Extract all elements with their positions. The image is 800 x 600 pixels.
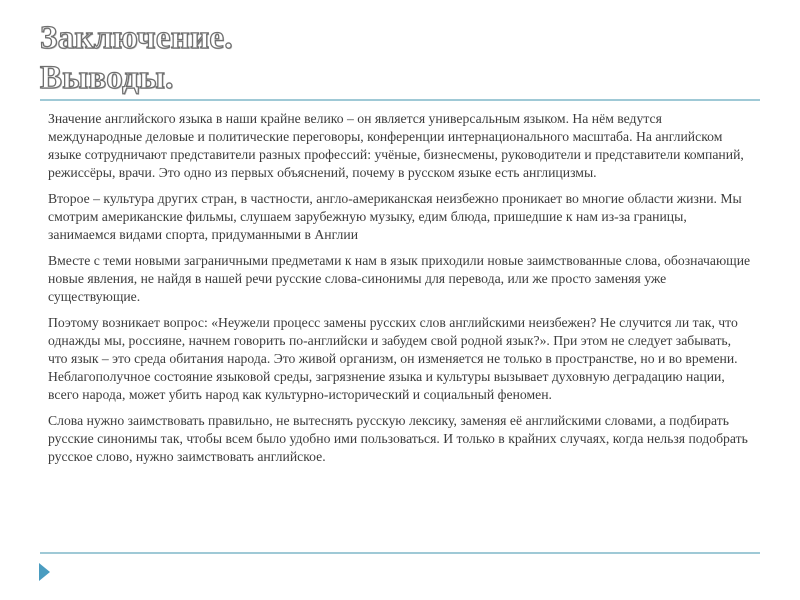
top-divider: [40, 99, 760, 101]
bottom-divider: [40, 552, 760, 554]
paragraph-3: Вместе с теми новыми заграничными предметами к нам в язык приходили новые заимствованные слова, обозначающие новые явления, не найдя в нашей речи русские слова-синонимы для перевода, или же просто заменяя уже существующие.: [48, 253, 751, 304]
slide-title-line-1: Заключение.: [40, 20, 233, 56]
slide-title: [40, 18, 233, 98]
paragraph-2: Второе – культура других стран, в частности, англо-американская неизбежно проникает во многие области жизни. Мы смотрим американские фильмы, слушаем зарубежную музыку, едим блюда, пришедшие к нам из-за границы, занимаемся видами спорта, придуманными в Англии: [48, 191, 742, 242]
next-slide-arrow-icon[interactable]: [39, 563, 50, 581]
paragraph-1: Значение английского языка в наши крайне велико – он является универсальным языком. На нём ведутся международные деловые и политические переговоры, конференции интернационального масштаба. На английском языке сотрудничают представители разных профессий: учёные, бизнесмены, руководители и представители компаний, режиссёры, врачи. Это одно из первых объяснений, почему в русском языке есть англицизмы.: [48, 111, 744, 180]
paragraph-5: Слова нужно заимствовать правильно, не вытеснять русскую лексику, заменяя её английскими словами, а подбирать русские синонимы так, чтобы всем было удобно ими пользоваться. И только в крайних случаях, когда нельзя подобрать русское слово, нужно заимствовать английское.: [48, 413, 748, 464]
slide-title-line-2: Выводы.: [40, 60, 174, 96]
paragraph-4: Поэтому возникает вопрос: «Неужели процесс замены русских слов английскими неизбежен? Не случится ли так, что однажды мы, россияне, начнем говорить по-английски и забудем свой родной язык?». При этом не следует забывать, что язык – это среда обитания народа. Это живой организм, он изменяется не только в пространстве, но и во времени. Неблагополучное состояние языковой среды, загрязнение языка и культуры вызывает духовную деградацию нации, всего народа, может убить народ как культурно-исторический и социальный феномен.: [48, 315, 738, 402]
slide-body: [48, 110, 754, 474]
